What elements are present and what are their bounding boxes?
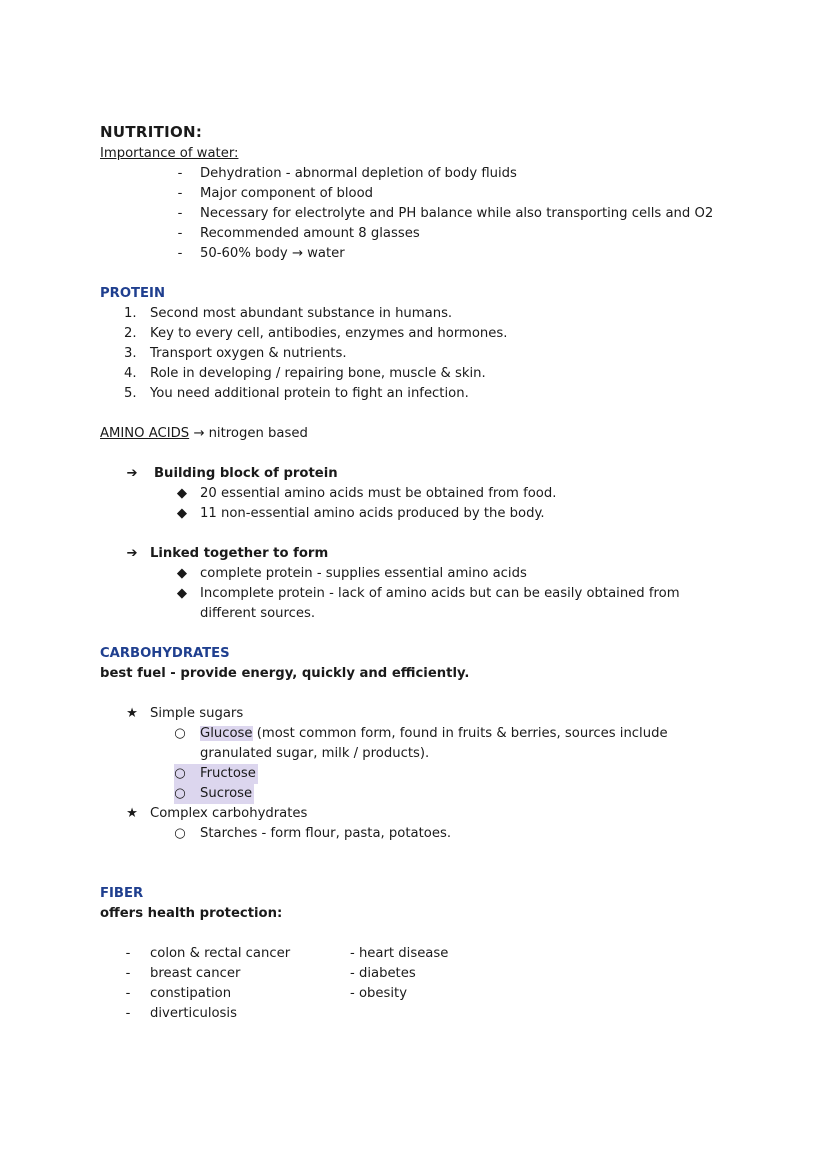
list-item: You need additional protein to fight an infection.	[150, 386, 469, 401]
glucose-description: (most common form, found in fruits & berries, sources include	[252, 726, 668, 741]
amino-heading-line	[100, 424, 308, 444]
circle-icon: ○	[174, 786, 186, 801]
fiber-heading: FIBER	[100, 886, 144, 901]
list-item: - obesity	[350, 986, 408, 1001]
list-item: diverticulosis	[150, 1006, 237, 1021]
list-number: 4.	[124, 366, 137, 381]
circle-icon: ○	[174, 826, 186, 841]
amino-group-label: Linked together to form	[150, 546, 329, 561]
list-item: Incomplete protein - lack of amino acids but can be easily obtained from	[200, 586, 680, 601]
dash-bullet: -	[177, 166, 183, 181]
list-item: complete protein - supplies essential amino acids	[200, 566, 527, 581]
amino-group-label: Building block of protein	[154, 466, 338, 481]
glucose-line	[200, 724, 668, 744]
amino-heading: AMINO ACIDS	[100, 426, 190, 441]
water-heading: Importance of water:	[100, 146, 239, 161]
star-icon: ★	[126, 806, 138, 821]
list-number: 2.	[124, 326, 137, 341]
dash-bullet: -	[125, 986, 131, 1001]
fiber-subheading: offers health protection:	[100, 906, 283, 921]
list-item: Major component of blood	[200, 186, 374, 201]
list-item: 20 essential amino acids must be obtained from food.	[200, 486, 557, 501]
dash-bullet: -	[125, 946, 131, 961]
dash-bullet: -	[125, 1006, 131, 1021]
list-number: 3.	[124, 346, 137, 361]
dash-bullet: -	[177, 186, 183, 201]
star-icon: ★	[126, 706, 138, 721]
list-item: Dehydration - abnormal depletion of body fluids	[200, 166, 517, 181]
list-item: colon & rectal cancer	[150, 946, 291, 961]
circle-icon: ○	[174, 766, 186, 781]
list-item: Second most abundant substance in humans.	[150, 306, 453, 321]
dash-bullet: -	[177, 226, 183, 241]
list-item: Simple sugars	[150, 706, 244, 721]
page-title: NUTRITION:	[100, 123, 203, 141]
list-item: Necessary for electrolyte and PH balance while also transporting cells and O2	[200, 206, 714, 221]
list-item: Transport oxygen & nutrients.	[150, 346, 347, 361]
protein-heading: PROTEIN	[100, 286, 165, 301]
list-item: Starches - form flour, pasta, potatoes.	[200, 826, 452, 841]
list-item: Complex carbohydrates	[150, 806, 308, 821]
list-item-continuation: different sources.	[200, 606, 316, 621]
list-item: - diabetes	[350, 966, 416, 981]
list-item: - heart disease	[350, 946, 449, 961]
list-number: 5.	[124, 386, 137, 401]
amino-suffix: → nitrogen based	[189, 426, 308, 441]
dash-bullet: -	[177, 246, 183, 261]
list-item: constipation	[150, 986, 232, 1001]
diamond-icon: ◆	[176, 566, 188, 581]
list-number: 1.	[124, 306, 137, 321]
list-item: 11 non-essential amino acids produced by the body.	[200, 506, 545, 521]
dash-bullet: -	[125, 966, 131, 981]
list-item: Recommended amount 8 glasses	[200, 226, 420, 241]
list-item: Key to every cell, antibodies, enzymes and hormones.	[150, 326, 508, 341]
list-item: Role in developing / repairing bone, muscle & skin.	[150, 366, 486, 381]
arrow-icon: ➔	[126, 466, 138, 481]
diamond-icon: ◆	[176, 486, 188, 501]
list-item: 50-60% body → water	[200, 246, 345, 261]
list-item: Fructose	[200, 766, 256, 781]
list-item-continuation: granulated sugar, milk / products).	[200, 746, 430, 761]
diamond-icon: ◆	[176, 586, 188, 601]
carbs-heading: CARBOHYDRATES	[100, 646, 230, 661]
list-item: Sucrose	[200, 786, 253, 801]
circle-icon: ○	[174, 726, 186, 741]
carbs-subheading: best fuel - provide energy, quickly and efficiently.	[100, 666, 470, 681]
highlighted-term: Glucose	[200, 726, 253, 741]
list-item: breast cancer	[150, 966, 241, 981]
arrow-icon: ➔	[126, 546, 138, 561]
dash-bullet: -	[177, 206, 183, 221]
diamond-icon: ◆	[176, 506, 188, 521]
